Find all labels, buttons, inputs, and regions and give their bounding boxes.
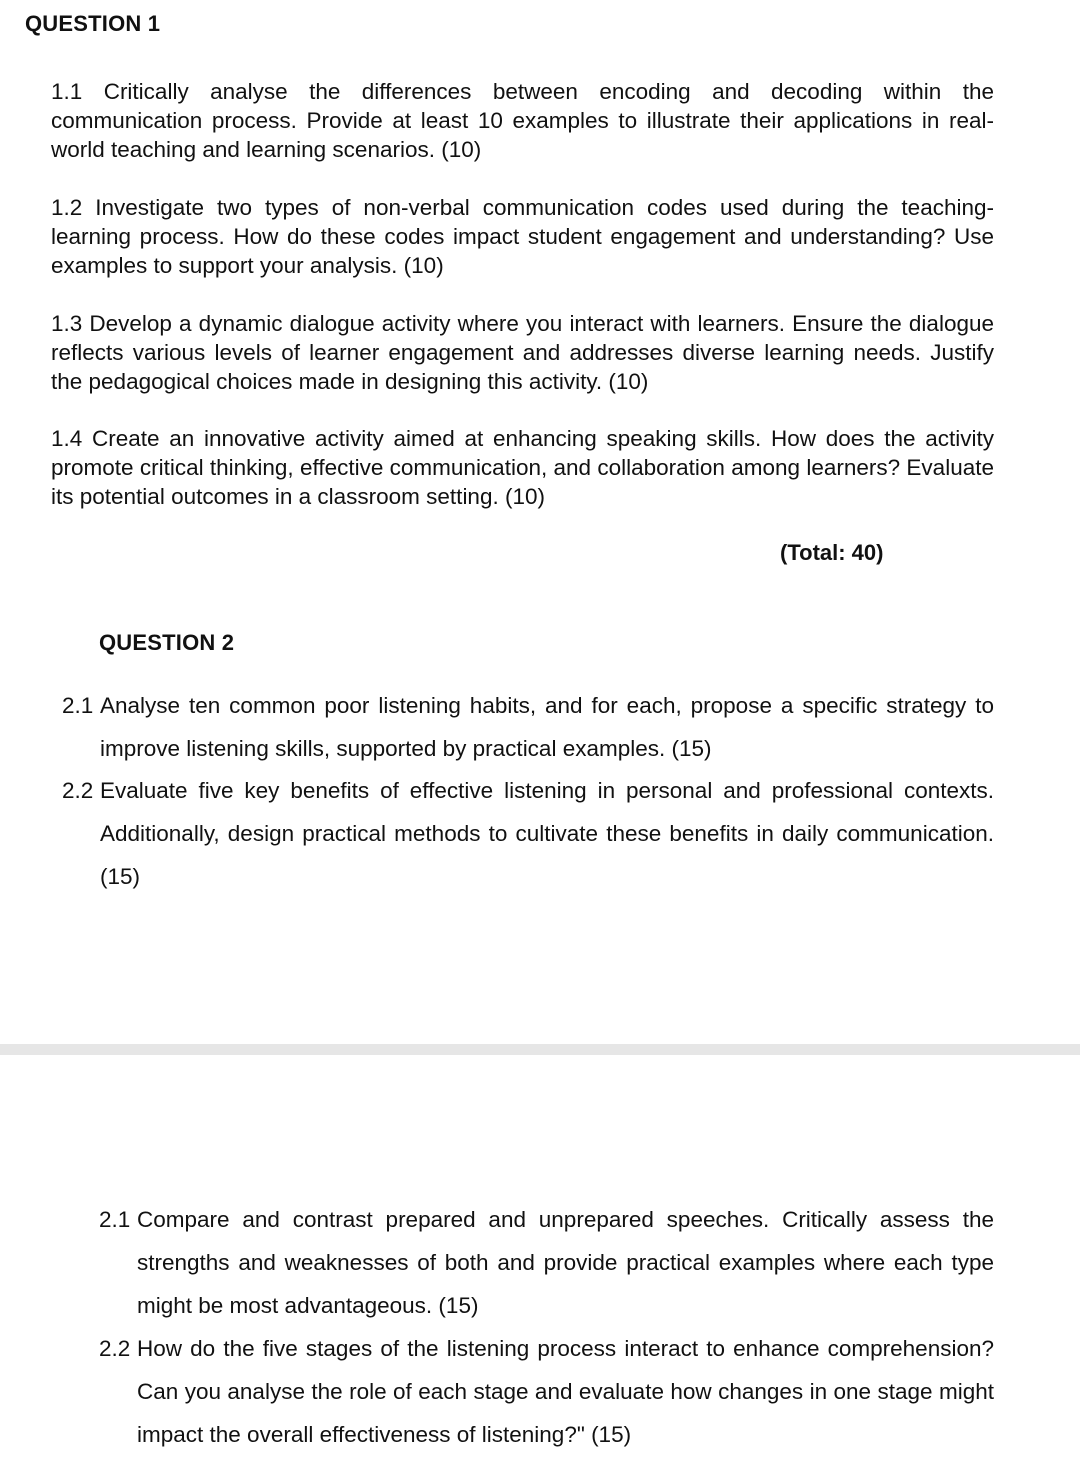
page-divider — [0, 1044, 1080, 1055]
question-2-1 — [62, 684, 994, 770]
question-number: 2.2 — [99, 1336, 131, 1361]
total-marks: (Total: 40) — [780, 540, 884, 565]
question-1-4: 1.4 Create an innovative activity aimed at enhancing speaking skills. How does the activity promote critical thinking, effective communication, and collaboration among learners? Evaluate its potential outcomes in a classroom setting. (10) — [51, 426, 994, 509]
second-page-question-2-2 — [99, 1327, 994, 1456]
question-number: 2.2 — [62, 778, 94, 803]
question-1-3: 1.3 Develop a dynamic dialogue activity where you interact with learners. Ensure the dialogue reflects various levels of learner engagement and addresses diverse learning needs. Justify the pedagogical choices made in designing this activity. (10) — [51, 311, 994, 394]
question-number: 2.1 — [99, 1207, 131, 1232]
second-page-question-2-1 — [99, 1198, 994, 1327]
question-text: How do the five stages of the listening process interact to enhance comprehension? Can you analyse the role of each stage and evaluate how changes in one stage might impact the overall effectiveness of listening?" (15) — [137, 1336, 994, 1447]
question-text: Evaluate five key benefits of effective listening in personal and professional contexts. Additionally, design practical methods to cultivate these benefits in daily communication. (15) — [100, 778, 994, 889]
question-1-2: 1.2 Investigate two types of non-verbal communication codes used during the teaching-learning process. How do these codes impact student engagement and understanding? Use examples to support your analysis. (10) — [51, 195, 994, 278]
question-number: 2.1 — [62, 693, 94, 718]
question-2-heading: QUESTION 2 — [99, 630, 235, 655]
question-1-heading: QUESTION 1 — [25, 11, 161, 36]
question-1-1: 1.1 Critically analyse the differences between encoding and decoding within the communication process. Provide at least 10 examples to illustrate their applications in real-world teaching and learning scenarios. (10) — [51, 79, 994, 162]
question-text: Analyse ten common poor listening habits, and for each, propose a specific strategy to improve listening skills, supported by practical examples. (15) — [100, 693, 994, 761]
question-2-2 — [62, 769, 994, 898]
question-text: Compare and contrast prepared and unprepared speeches. Critically assess the strengths and weaknesses of both and provide practical examples where each type might be most advantageous. (15) — [137, 1207, 994, 1318]
